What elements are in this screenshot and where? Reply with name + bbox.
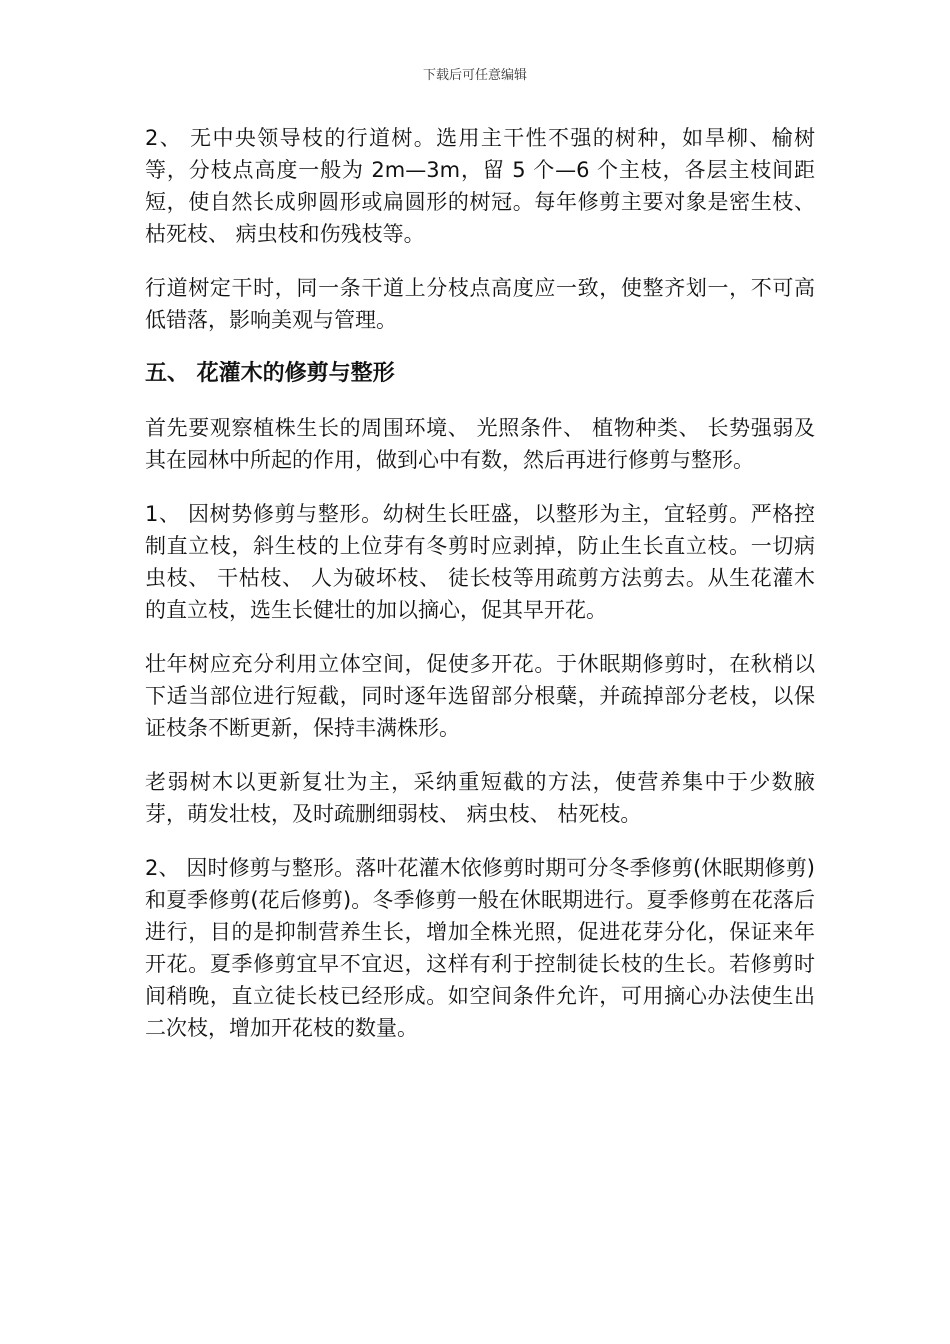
paragraph-prune-by-season: 2、 因时修剪与整形。落叶花灌木依修剪时期可分冬季修剪(休眠期修剪)和夏季修剪(花后修剪)。冬季修剪一般在休眠期进行。夏季修剪在花落后进行，目的是抑制营养生长，增加全株光照，促进花芽分化，保证来年开花。夏季修剪宜早不宜迟，这样有利于控制徒长枝的生长。若修剪时间稍晚，直立徒长枝已经形成。如空间条件允许，可用摘心办法使生出二次枝，增加开花枝的数量。 (145, 856, 815, 1040)
paragraph-mature-tree: 壮年树应充分利用立体空间，促使多开花。于休眠期修剪时，在秋梢以下适当部位进行短截，同时逐年选留部分根蘖，并疏掉部分老枝，以保证枝条不断更新，保持丰满株形。 (145, 652, 815, 740)
page-header: 下载后可任意编辑 (422, 68, 527, 83)
paragraph-observe-environment: 首先要观察植株生长的周围环境、 光照条件、 植物种类、 长势强弱及其在园林中所起的作用，做到心中有数，然后再进行修剪与整形。 (145, 416, 815, 472)
paragraph-prune-by-vigor: 1、 因树势修剪与整形。幼树生长旺盛，以整形为主，宜轻剪。严格控制直立枝，斜生枝的上位芽有冬剪时应剥掉，防止生长直立枝。一切病虫枝、 干枯枝、 人为破坏枝、 徒长枝等用疏剪方法剪去。从生花灌木的直立枝，选生长健壮的加以摘心，促其早开花。 (145, 502, 815, 622)
section-heading: 五、 花灌木的修剪与整形 (145, 361, 395, 386)
paragraph-old-tree: 老弱树木以更新复壮为主，采纳重短截的方法，使营养集中于少数腋芽，萌发壮枝，及时疏删细弱枝、 病虫枝、 枯死枝。 (145, 770, 815, 826)
paragraph-street-tree-no-leader: 2、 无中央领导枝的行道树。选用主干性不强的树种，如旱柳、榆树等，分枝点高度一般为 2m—3m，留 5 个—6 个主枝，各层主枝间距短，使自然长成卵圆形或扁圆形的树冠。每年修剪主要对象是密生枝、 枯死枝、 病虫枝和伤残枝等。 (145, 126, 815, 246)
document-body (145, 122, 815, 1066)
paragraph-street-tree-trunk-height: 行道树定干时，同一条干道上分枝点高度应一致，使整齐划一，不可高低错落，影响美观与管理。 (145, 276, 815, 332)
